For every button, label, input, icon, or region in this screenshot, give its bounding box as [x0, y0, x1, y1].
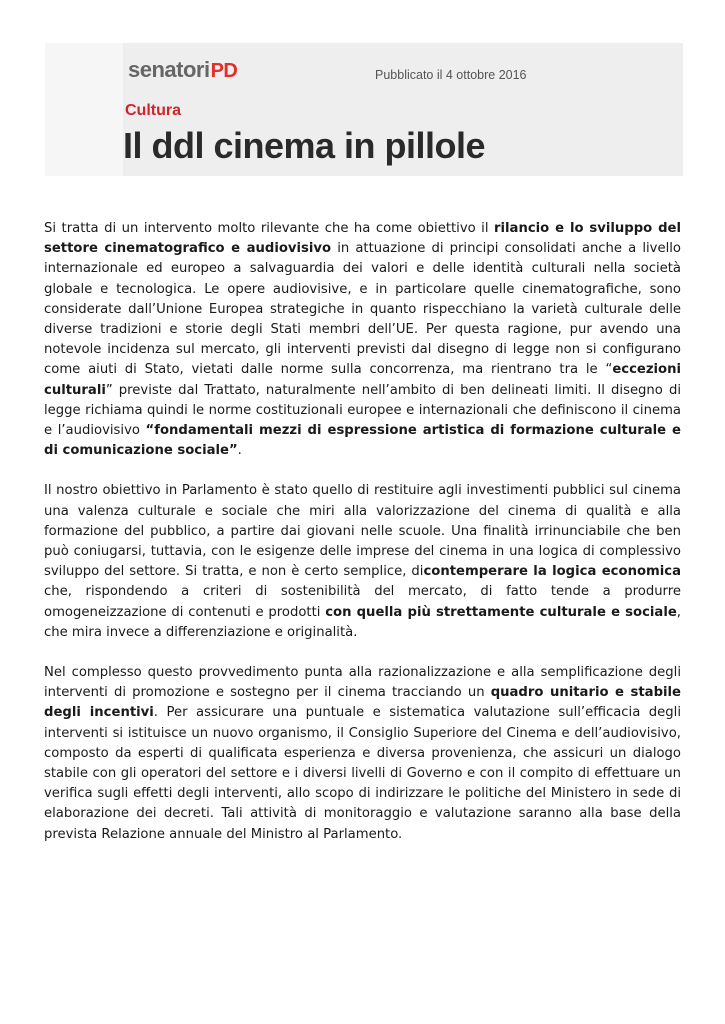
text-run: . Per assicurare una puntuale e sistematica valutazione sull’efficacia degli interventi si istituisce un nuovo organismo, il Consiglio Superiore del Cinema e dell’audiovisivo, composto da esperti di qualificata esperienza e diversa provenienza, che assicuri un dialogo stabile con gli operatori del settore e i diversi livelli di Governo e con il compito di effettuare un verifica sugli effetti degli interventi, allo scopo di indirizzare le politiche del Ministero in sede di elaborazione dei decreti. Tali attività di monitoraggio e valutazione saranno alla base della prevista Relazione annuale del Ministro al Parlamento.	[44, 705, 681, 842]
pd-logo-mark: PD	[210, 60, 238, 82]
text-run: Nel complesso questo provvedimento punta alla razionalizzazione e alla semplificazione degli interventi di promozione e sostegno per il cinema tracciando un	[44, 665, 681, 701]
section-label[interactable]: Cultura	[125, 102, 181, 119]
bold-run: rilancio e lo sviluppo del settore cinematografico e audiovisivo	[44, 221, 682, 257]
text-run: .	[237, 443, 242, 459]
logo-text: senatori	[128, 57, 210, 82]
bold-run: quadro unitario e stabile degli incentivi	[44, 685, 682, 721]
text-run: in attuazione di principi consolidati anche a livello internazionale ed europeo a salvaguardia dei valori e delle identità culturali nella società globale e tecnologica. Le opere audiovisive, e in particolare quelle cinematografiche, sono considerate dall’Unione Europea strategiche in quanto rispecchiano la varietà culturale delle diverse tradizioni e storie degli Stati membri dell’UE. Per questa ragione, pur avendo una notevole incidenza sul mercato, gli interventi previsti dal disegno di legge non si configurano come aiuti di Stato, vietati dalle norme sulla concorrenza, ma rientrano tra le “	[44, 241, 681, 378]
text-run: , che mira invece a differenziazione e originalità.	[44, 604, 681, 640]
text-run: Il nostro obiettivo in Parlamento è stato quello di restituire agli investimenti pubblici sul cinema una valenza culturale e sociale che miri alla valorizzazione del cinema di qualità e alla formazione del pubblico, a partire dai giovani nelle scuole. Una finalità irrinunciabile che ben può coniugarsi, tuttavia, con le esigenze delle imprese del cinema in una logica di complessivo sviluppo del settore. Si tratta, e non è certo semplice, di	[44, 483, 681, 580]
article-body	[44, 219, 681, 865]
text-run: ” previste dal Trattato, naturalmente nell’ambito di ben delineati limiti. Il disegno di legge richiama quindi le norme costituzionali europee e internazionali che definiscono il cinema e l’audiovisivo	[44, 382, 681, 439]
bold-run: con quella più strettamente culturale e sociale	[325, 604, 677, 620]
publication-date: Pubblicato il 4 ottobre 2016	[375, 68, 527, 82]
bold-run: “fondamentali mezzi di espressione artistica di formazione culturale e di comunicazione sociale”	[44, 423, 681, 459]
bold-run: contemperare la logica economica	[423, 564, 681, 580]
header-margin	[45, 43, 123, 176]
bold-run: eccezioni culturali	[44, 362, 681, 398]
senatori-pd-logo[interactable]	[128, 57, 237, 83]
article-header	[45, 43, 683, 176]
paragraph-2	[44, 481, 681, 643]
paragraph-1	[44, 219, 681, 461]
text-run: che, rispondendo a criteri di sostenibilità del mercato, di fatto tende a produrre omogeneizzazione di contenuti e prodotti	[44, 584, 681, 620]
text-run: Si tratta di un intervento molto rilevante che ha come obiettivo il	[44, 221, 494, 236]
paragraph-3	[44, 663, 681, 845]
article-title: Il ddl cinema in pillole	[123, 125, 486, 166]
